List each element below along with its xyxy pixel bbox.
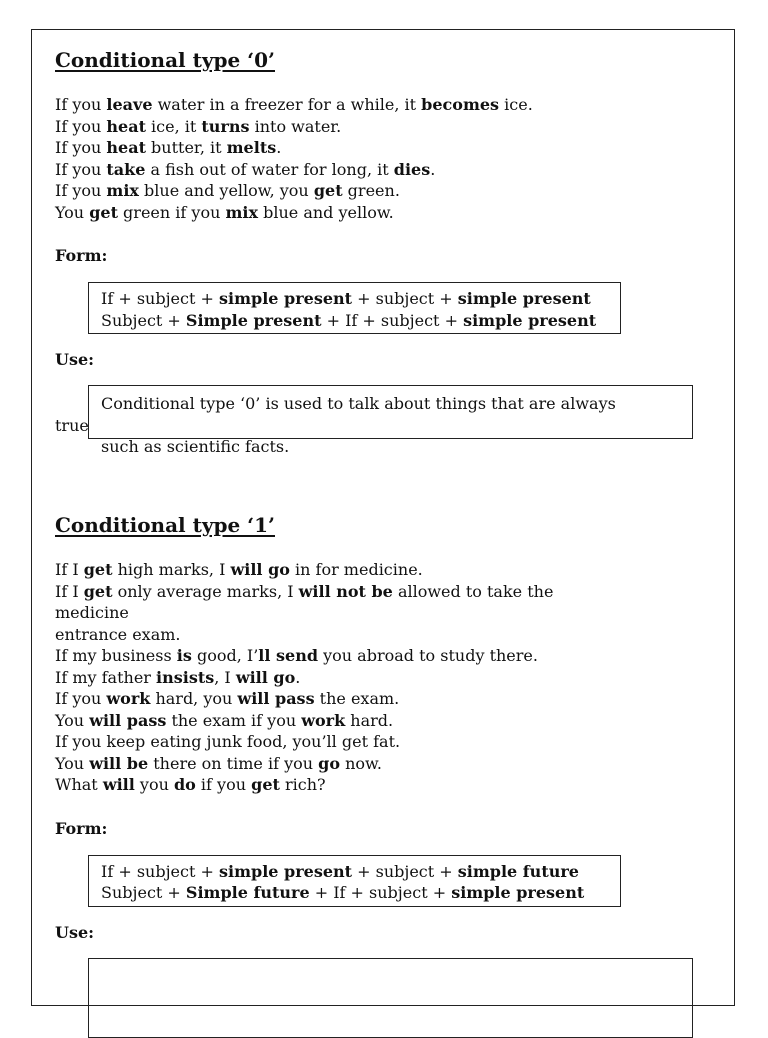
bold-run: melts [226, 138, 277, 157]
bold-run: simple present [457, 289, 591, 308]
bold-run: get [83, 560, 113, 579]
bold-run: will [102, 775, 135, 794]
text-run: hard. [345, 710, 394, 730]
text-run: high marks, I [112, 560, 231, 579]
bold-run: simple present [218, 289, 353, 308]
text-run: If you [55, 181, 107, 200]
text-run: If + subject + [101, 861, 219, 881]
bold-run: simple future [457, 861, 579, 881]
bold-run: heat [106, 138, 146, 157]
bold-run: simple present [463, 310, 597, 330]
text-run: You [55, 753, 90, 773]
bold-run: heat [106, 116, 146, 136]
text-run: ice. [499, 95, 533, 114]
bold-run: Simple future [185, 883, 310, 902]
text-line [55, 667, 725, 689]
text-run: If I [55, 560, 84, 579]
text-run: ice, it [145, 116, 202, 136]
section0-use-text [55, 393, 735, 458]
text-run: If you [55, 138, 107, 157]
text-line [55, 710, 725, 732]
bold-run: go [318, 753, 340, 773]
text-line [55, 159, 725, 181]
text-run: good, I’ [191, 646, 259, 665]
text-run: If you [55, 95, 107, 114]
section0-use-block [55, 385, 725, 456]
text-line [55, 624, 725, 646]
bold-run: do [173, 775, 196, 794]
bold-run: take [106, 159, 146, 179]
text-run: the exam if you [166, 710, 302, 730]
text-line [55, 688, 725, 710]
text-run: green if you [117, 202, 226, 222]
section0-title: Conditional type ‘0’ [55, 48, 275, 72]
text-run: If you [55, 689, 107, 708]
section1-form-label: Form: [55, 818, 108, 838]
bold-run: get [83, 581, 113, 601]
text-run: a fish out of water for long, it [145, 159, 394, 179]
section0-use-line3: such as scientific facts. [101, 437, 290, 456]
text-run: If my father [55, 667, 157, 687]
section1-use-label: Use: [55, 922, 95, 942]
bold-run: will pass [89, 710, 167, 730]
section1-form-lines [101, 861, 584, 904]
text-run: you abroad to study there. [318, 646, 538, 665]
text-line [55, 581, 725, 603]
text-run: rich? [279, 775, 326, 794]
section1-use-box [88, 958, 693, 1038]
bold-run: will go [230, 560, 290, 579]
text-run: If you keep eating junk food, you’ll get fat. [55, 732, 401, 751]
text-line [55, 645, 725, 667]
text-run: hard, you [150, 689, 238, 708]
text-run: in for medicine. [289, 560, 423, 579]
bold-run: simple present [218, 861, 353, 881]
bold-run: get [313, 181, 343, 200]
bold-run: becomes [421, 95, 500, 114]
bold-run: get [251, 775, 280, 794]
bold-run: work [106, 689, 151, 708]
text-line [101, 882, 584, 904]
bold-run: leave [106, 95, 153, 114]
bold-run: will go [235, 667, 296, 687]
text-run: now. [340, 753, 382, 773]
text-line [55, 180, 725, 202]
section1-title: Conditional type ‘1’ [55, 513, 275, 537]
text-line [55, 559, 725, 581]
bold-run: mix [106, 181, 139, 200]
text-run: If you [55, 116, 107, 136]
bold-run: ll send [258, 646, 319, 665]
text-run: Subject + [101, 310, 186, 330]
text-run: blue and yellow. [258, 202, 394, 222]
section0-use-line2: true [55, 415, 89, 435]
text-run: + If + subject + [309, 883, 452, 902]
text-run: there on time if you [148, 753, 319, 773]
text-run: blue and yellow, you [138, 181, 314, 200]
section0-form-box [88, 282, 621, 334]
bold-run: get [89, 202, 118, 222]
text-run: Subject + [101, 883, 186, 902]
bold-run: simple present [451, 883, 585, 902]
text-run: allowed to take the [392, 581, 554, 601]
bold-run: Simple present [185, 310, 322, 330]
text-line [55, 94, 725, 116]
section0-examples [55, 94, 725, 223]
bold-run: insists [156, 667, 215, 687]
section0-use-label: Use: [55, 350, 95, 369]
text-run: . [276, 138, 282, 157]
document-body [55, 44, 725, 1038]
section1-examples [55, 559, 725, 796]
text-run: green. [342, 181, 400, 200]
text-run: You [55, 202, 90, 222]
text-line [55, 116, 725, 138]
text-run: What [55, 775, 103, 794]
text-run: . [295, 667, 301, 687]
bold-run: dies [393, 159, 431, 179]
bold-run: is [176, 646, 192, 665]
text-line [101, 861, 584, 883]
text-run: If + subject + [101, 289, 219, 308]
text-run: only average marks, I [112, 581, 299, 601]
text-run: into water. [249, 116, 342, 136]
text-run: water in a freezer for a while, it [152, 95, 422, 114]
text-run: medicine [55, 603, 129, 622]
section1-form-box [88, 855, 621, 907]
text-run: , I [214, 667, 236, 687]
text-run: if you [195, 775, 252, 794]
text-line [55, 774, 725, 796]
text-run: + subject + [352, 861, 458, 881]
section0-form-lines [101, 288, 596, 331]
text-run: If you [55, 159, 107, 179]
bold-run: turns [201, 116, 250, 136]
text-line [55, 602, 725, 624]
text-run: If I [55, 581, 84, 601]
text-line [101, 310, 596, 332]
text-run: + subject + [352, 289, 458, 308]
section0-form-label: Form: [55, 246, 108, 265]
bold-run: work [301, 710, 346, 730]
text-line [55, 202, 725, 224]
text-run: If my business [55, 646, 177, 665]
text-line [55, 137, 725, 159]
text-run: you [134, 775, 174, 794]
text-line [101, 288, 596, 310]
bold-run: will pass [237, 689, 315, 708]
bold-run: will be [89, 753, 149, 773]
bold-run: mix [225, 202, 259, 222]
section0-use-line1: Conditional type ‘0’ is used to talk about things that are always [101, 394, 616, 413]
text-run: + If + subject + [321, 310, 464, 330]
text-run: entrance exam. [55, 624, 181, 644]
text-run: You [55, 710, 90, 730]
text-run: . [430, 159, 436, 179]
bold-run: will not be [298, 581, 393, 601]
text-run: the exam. [314, 689, 400, 708]
text-line [55, 731, 725, 753]
text-line [55, 753, 725, 775]
text-run: butter, it [145, 138, 227, 157]
